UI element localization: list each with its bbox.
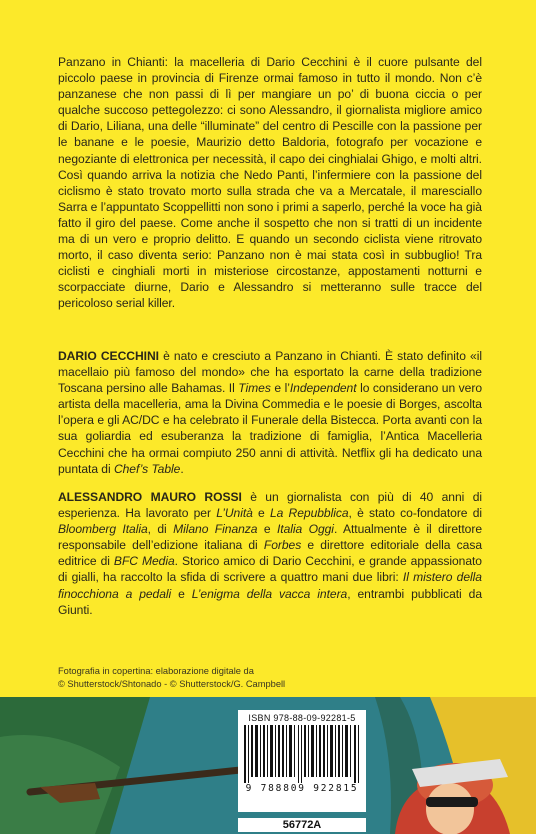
book-title: L’enigma della vacca intera bbox=[191, 586, 348, 601]
author-name-cecchini: DARIO CECCHINI bbox=[58, 349, 159, 363]
synopsis-paragraph bbox=[58, 54, 482, 312]
publication-title: Italia Oggi bbox=[276, 522, 334, 537]
bio-text: e bbox=[257, 522, 277, 537]
sunglasses bbox=[426, 797, 478, 807]
publication-title: Independent bbox=[289, 381, 357, 396]
bio-text: e direttore editoriale della casa editrice di bbox=[58, 538, 482, 569]
bio-text: e bbox=[171, 586, 192, 601]
publication-title: L’Unità bbox=[216, 506, 253, 521]
cyclist-face bbox=[426, 783, 474, 834]
barcode-panel bbox=[238, 710, 366, 812]
photo-credits bbox=[58, 665, 378, 691]
credits-line: Fotografia in copertina: elaborazione digitale da bbox=[58, 666, 254, 676]
publication-title: Milano Finanza bbox=[173, 522, 258, 537]
publication-title: Bloomberg Italia bbox=[58, 522, 148, 537]
bio-text: . Storico amico di Dario Cecchini, e grande appassionato di gialli, ha raccolto la sfida di scrivere a quattro mani due libri: bbox=[58, 554, 482, 585]
publication-title: Times bbox=[238, 381, 271, 396]
publication-title: La Repubblica bbox=[269, 506, 349, 521]
bio-text: e l’ bbox=[270, 381, 290, 396]
barcode-digits: 9 788809 922815 bbox=[245, 783, 359, 794]
bio-text: è nato e cresciuto a Panzano in Chianti. È stato definito «il macellaio più famoso del mondo» che ha esportato la carne della tradizione Toscana persino alle Bahamas. Il bbox=[58, 349, 482, 396]
barcode-icon bbox=[244, 725, 360, 783]
bio-text: . bbox=[180, 461, 184, 476]
synopsis-text: Panzano in Chianti: la macelleria di Dario Cecchini è il cuore pulsante del piccolo paese in provincia di Firenze ormai famoso in tutto il mondo. Non c’è panzanese che non passi di lì per mangiare un po’ di buona ciccia o per qualche succoso pettegolezzo: ci sono Alessandro, il giornalista migliore amico di Dario, Liliana, una delle “illuminate” del centro di Pescille con la passione per le banane e le poesie, Maurizio detto Baldoria, fotografo per vocazione e negoziante di elettronica per necessità, il capo dei cinghialai Ghigo, e molti altri. Così quando arriva la notizia che Nedo Panti, l’infermiere con la passione del ciclismo è stato trovato morto sulla strada che va a Mercatale, il maresciallo Sarra e l’appuntato Scoppellitti non sono i primi a saperlo, perché la voce ha già fatto il giro del paese. Come anche il sospetto che non si tratti di un incidente ma di un vero e proprio delitto. E quando un secondo ciclista viene ritrovato morto, il caso diventa serio: Panzano non è mai stata così in subbuglio! Tra ciclisti e cinghiali morti in misteriose circostanze, appostamenti notturni e scorpacciate diurne, Dario e Alessandro si metteranno sulle tracce del pericoloso serial killer. bbox=[58, 55, 482, 311]
author-bio-cecchini bbox=[58, 348, 482, 477]
bio-text: , è stato co-fondatore di bbox=[348, 506, 483, 521]
bio-text: . Attualmente è il direttore responsabile dell’edizione italiana di bbox=[58, 522, 482, 553]
author-bio-rossi bbox=[58, 489, 482, 618]
publication-title: Forbes bbox=[263, 538, 302, 553]
book-title: Il mistero della finocchiona a pedali bbox=[58, 570, 482, 601]
isbn-label: ISBN 978-88-09-92281-5 bbox=[248, 713, 356, 723]
author-name-rossi: ALESSANDRO MAURO ROSSI bbox=[58, 490, 242, 504]
bio-text: , entrambi pubblicati da Giunti. bbox=[58, 586, 482, 617]
bio-text: lo considerano un vero artista della macelleria, ama la Divina Commedia e le poesie di Borges, ascolta l’opera e gli AC/DC e ha celebrato il Funerale della Bistecca. Porta avanti con la sua goliardia ed esuberanza la tradizione di famiglia, l’Antica Macelleria Cecchini che ha ormai compiuto 250 anni di attività. Netflix gli ha dedicato una puntata di bbox=[58, 381, 482, 476]
bio-text: e bbox=[252, 506, 270, 521]
publisher-name: BFC Media bbox=[113, 554, 175, 569]
show-title: Chef’s Table bbox=[113, 461, 181, 476]
credits-line: © Shutterstock/Shtonado - © Shutterstock/G. Campbell bbox=[58, 679, 286, 689]
product-code: 56772A bbox=[282, 819, 322, 831]
bio-text: è un giornalista con più di 40 anni di esperienza. Ha lavorato per bbox=[58, 490, 483, 521]
product-code-panel bbox=[238, 818, 366, 832]
bio-text: , di bbox=[147, 522, 174, 537]
